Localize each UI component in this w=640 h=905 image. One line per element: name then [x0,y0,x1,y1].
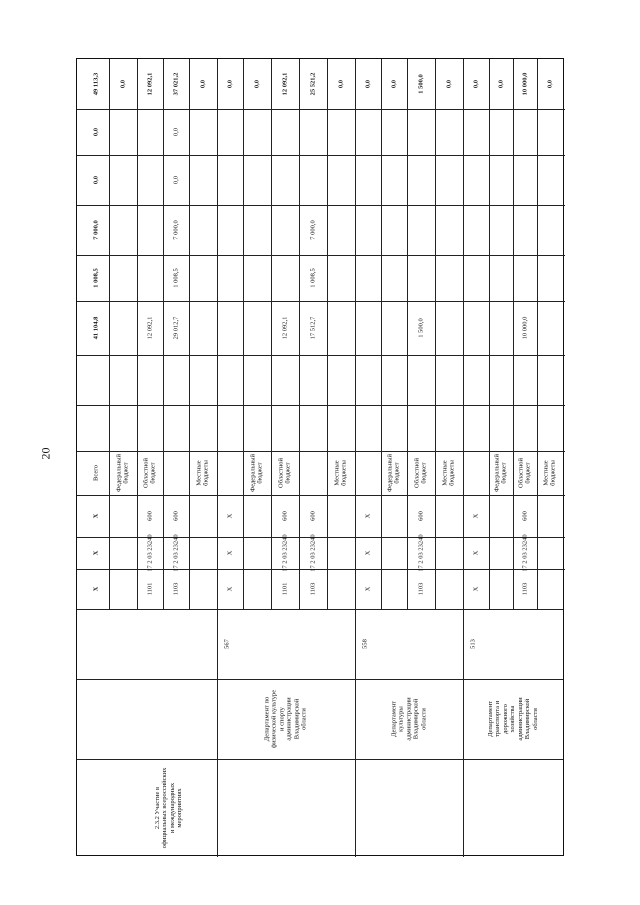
table-cell-csr: 17 2 03 23240 [172,534,180,572]
table-rule [513,59,514,609]
table-rule [489,59,490,609]
executor-name: Департамент транспорта и дорожного хозяйства администрации Владимирской области [486,697,539,741]
executor-grbs-code: 513 [469,639,477,649]
table-rule [189,59,190,609]
table-cell-total: 0,0 [199,79,207,89]
table-rule [537,59,538,609]
table-cell-source: Местные бюджеты [441,460,456,486]
table-cell-y3: 1 500,0 [417,318,425,338]
table-cell-csr: 17 2 03 23240 [281,534,289,572]
table-cell-y4: 1 008,5 [92,268,100,288]
table-cell-source: Федеральный бюджет [249,454,264,492]
table-cell-vr: 600 [281,511,289,521]
table-rule [463,59,464,609]
table-cell-rzpr: Х [364,586,372,592]
table-rule [435,59,436,609]
table-cell-y3: 12 092,1 [281,316,289,340]
table-cell-y3: 12 092,1 [146,316,154,340]
table-rule [77,255,565,256]
executor-name: Департамент культуры администрации Владимирской области [390,697,428,741]
table-rule [77,301,565,302]
table-cell-source: Областной бюджет [277,458,292,488]
table-cell-y5: 7 000,0 [92,220,100,240]
table-cell-total: 0,0 [119,79,127,89]
table-cell-source: Местные бюджеты [333,460,348,486]
table-cell-vr: 600 [172,511,180,521]
table-cell-y7: 0,0 [92,127,100,137]
table-cell-source: Областной бюджет [517,458,532,488]
table-cell-total: 37 021,2 [172,72,180,96]
table-rule [217,59,218,609]
table-rule [299,59,300,609]
table-cell-total: 0,0 [226,79,234,89]
table-cell-source: Областной бюджет [142,458,157,488]
table-cell-total: 0,0 [472,79,480,89]
table-cell-vr: 600 [417,511,425,521]
table-cell-source: Местные бюджеты [542,460,557,486]
executor-grbs-code: 558 [361,639,369,649]
table-cell-source: Федеральный бюджет [493,454,508,492]
table-cell-total: 0,0 [445,79,453,89]
table-cell-total: 1 500,0 [417,74,425,94]
table-cell-rzpr: Х [226,586,234,592]
budget-table [76,58,564,856]
table-rule [77,355,565,356]
table-cell-total: 25 521,2 [309,72,317,96]
table-rule [327,59,328,609]
table-cell-rzpr: 1103 [172,582,180,596]
table-cell-source: Федеральный бюджет [386,454,401,492]
table-rule [77,609,563,610]
table-cell-vr: 600 [146,511,154,521]
table-cell-total: 12 092,1 [281,72,289,96]
page-number: 20 [38,447,53,460]
table-cell-total: 49 113,3 [92,72,100,96]
table-cell-vr: 600 [521,511,529,521]
table-cell-total: 12 092,1 [146,72,154,96]
table-cell-csr: Х [364,550,372,556]
table-cell-csr: 17 2 03 23240 [309,534,317,572]
table-rule [77,679,563,680]
table-cell-rzpr: Х [92,586,100,592]
table-rule [77,109,565,110]
table-cell-y3: 17 512,7 [309,316,317,340]
table-cell-y4: 1 008,5 [309,268,317,288]
table-cell-y6: 0,0 [172,175,180,185]
table-cell-csr: 17 2 03 23240 [521,534,529,572]
table-cell-total: 0,0 [253,79,261,89]
table-cell-vr: Х [364,513,372,519]
table-cell-y5: 7 000,0 [309,220,317,240]
table-rule [77,205,565,206]
table-cell-csr: Х [226,550,234,556]
table-cell-source: Федеральный бюджет [115,454,130,492]
table-cell-csr: Х [472,550,480,556]
table-cell-y3: 10 000,0 [521,316,529,340]
table-cell-source: Областной бюджет [413,458,428,488]
table-cell-y3: 29 012,7 [172,316,180,340]
table-cell-total: 0,0 [390,79,398,89]
table-cell-y6: 0,0 [92,175,100,185]
executor-name: Департамент по физической культуре и спорту администрации Владимирской области [263,689,308,749]
table-cell-y5: 7 000,0 [172,220,180,240]
table-rule [77,405,565,406]
table-cell-total: 0,0 [497,79,505,89]
table-cell-rzpr: 1103 [417,582,425,596]
table-cell-total: 0,0 [364,79,372,89]
table-rule [163,59,164,609]
table-cell-total: 0,0 [546,79,554,89]
table-cell-rzpr: 1103 [521,582,529,596]
table-cell-y7: 0,0 [172,127,180,137]
table-rule [355,59,356,609]
table-cell-rzpr: 1103 [309,582,317,596]
table-cell-vr: Х [226,513,234,519]
table-cell-csr: 17 2 03 23240 [146,534,154,572]
table-rule [137,59,138,609]
table-cell-rzpr: 1101 [146,582,154,596]
table-rule [217,609,218,857]
table-rule [109,59,110,609]
table-cell-y3: 41 104,8 [92,316,100,340]
table-rule [271,59,272,609]
table-rule [77,451,565,452]
table-cell-total: 0,0 [337,79,345,89]
table-rule [77,155,565,156]
table-cell-total: 10 000,0 [521,72,529,96]
table-cell-rzpr: 1101 [281,582,289,596]
table-rule [381,59,382,609]
table-cell-vr: 600 [309,511,317,521]
table-cell-y4: 1 008,5 [172,268,180,288]
table-rule [407,59,408,609]
table-rule [77,759,563,760]
table-cell-source: Местные бюджеты [195,460,210,486]
activity-title: 2.3.2 Участие в официальных всероссийских и международных мероприятиях [154,767,184,849]
table-cell-vr: Х [472,513,480,519]
table-cell-vr: Х [92,513,100,519]
table-rule [243,59,244,609]
table-rule [463,609,464,857]
table-rule [355,609,356,857]
table-rule [77,495,565,496]
executor-grbs-code: 567 [223,639,231,649]
table-cell-source: Всего [92,465,100,481]
table-cell-csr: 17 2 03 23240 [417,534,425,572]
table-cell-csr: Х [92,550,100,556]
table-cell-rzpr: Х [472,586,480,592]
